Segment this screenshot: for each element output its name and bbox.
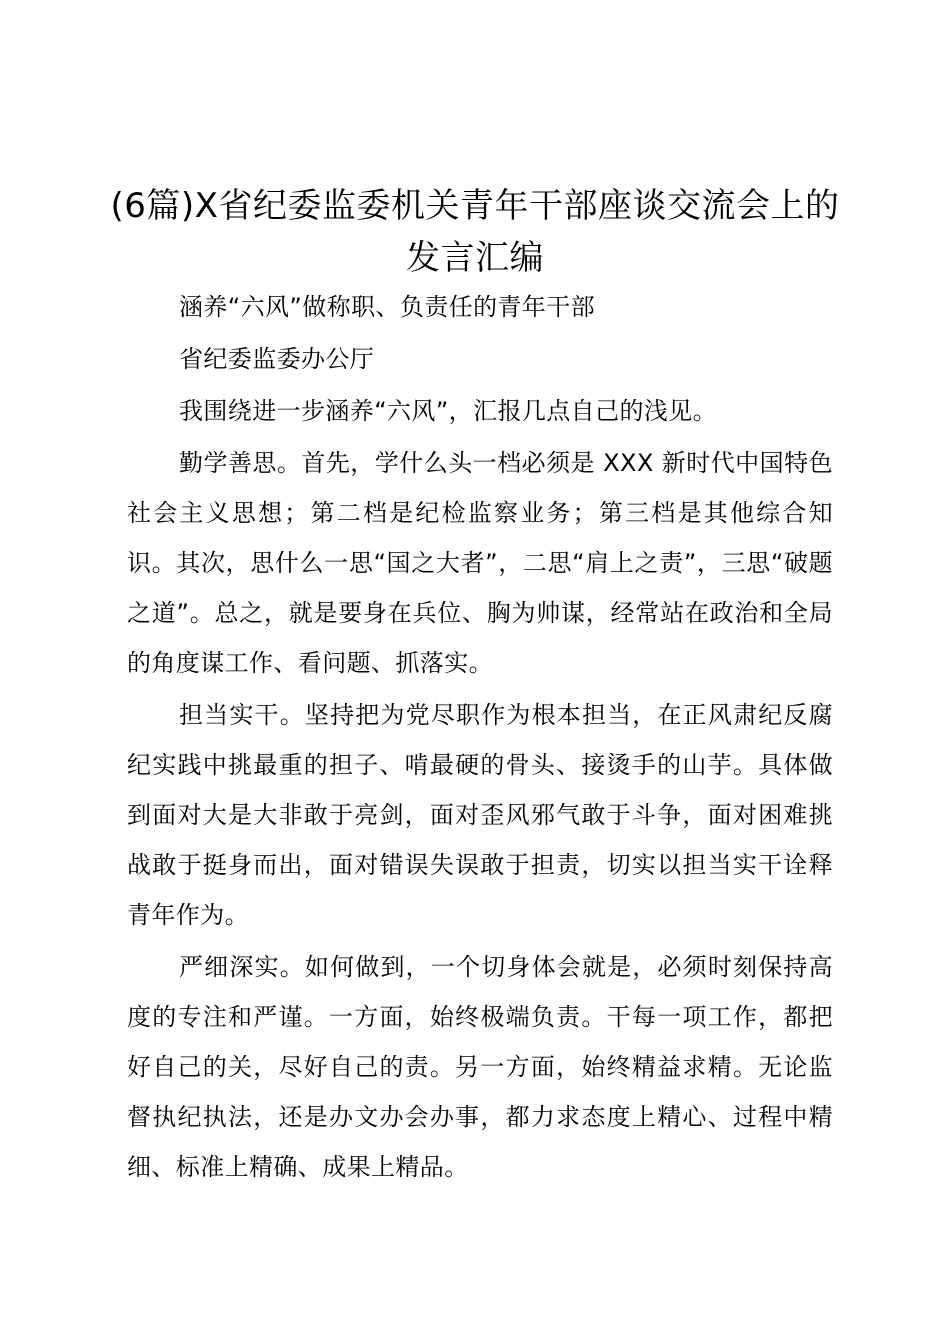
subtitle: 涵养“六风”做称职、负责任的青年干部 [179, 293, 596, 321]
paragraph-study: 勤学善思。首先，学什么头一档必须是 XXX 新时代中国特色社会主义思想；第二档是纪检监察业务；第三档是其他综合知识。其次，思什么一思“国之大者”，二思“肩上之责”，三思“破题之道”。总之，就是要身在兵位、胸为帅谋，经常站在政治和全局的角度谋工作、看问题、抓落实。 [127, 449, 833, 677]
intro-paragraph: 我围绕进一步涵养“六风”，汇报几点自己的浅见。 [179, 397, 718, 425]
paragraph-rigor: 严细深实。如何做到，一个切身体会就是，必须时刻保持高度的专注和严谨。一方面，始终极端负责。干每一项工作，都把好自己的关，尽好自己的责。另一方面，始终精益求精。无论监督执纪执法，还是办文办会办事，都力求态度上精心、过程中精细、标准上精确、成果上精品。 [127, 953, 833, 1181]
document-title: (6篇)X省纪委监委机关青年干部座谈交流会上的发言汇编 [110, 186, 840, 278]
author-department: 省纪委监委办公厅 [179, 345, 375, 373]
document-body [127, 282, 833, 1194]
paragraph-responsibility: 担当实干。坚持把为党尽职作为根本担当，在正风肃纪反腐纪实践中挑最重的担子、啃最硬的骨头、接烫手的山芋。具体做到面对大是大非敢于亮剑，面对歪风邪气敢于斗争，面对困难挑战敢于挺身而出，面对错误失误敢于担责，切实以担当实干诠释青年作为。 [127, 701, 833, 929]
